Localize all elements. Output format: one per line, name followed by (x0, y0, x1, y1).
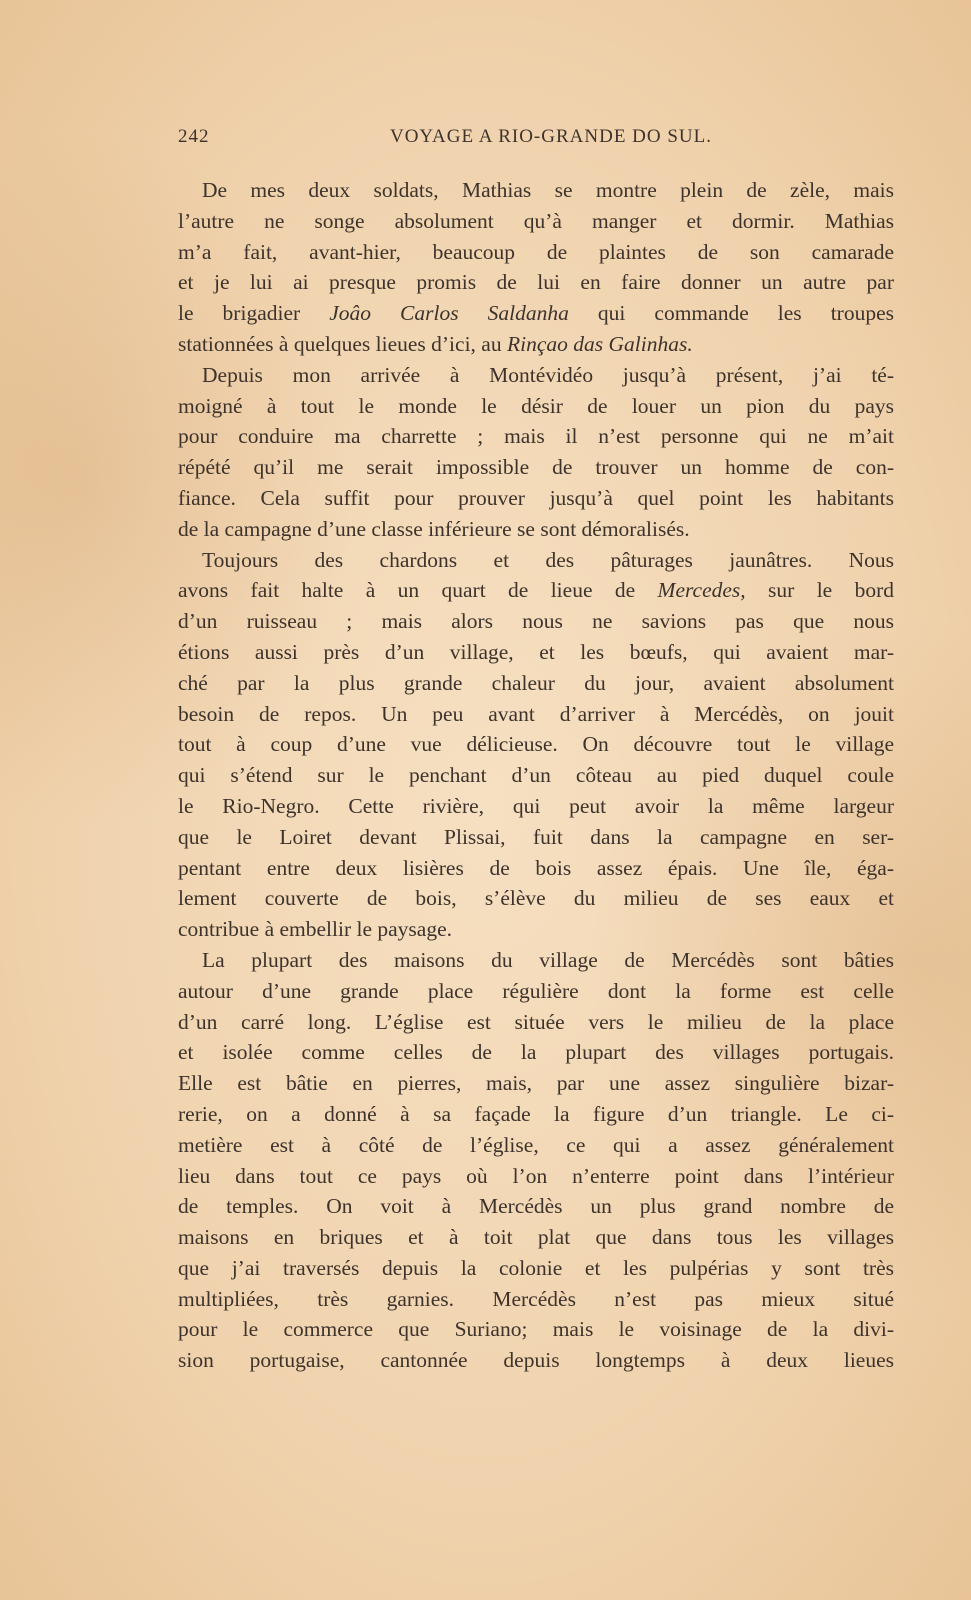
body-text (178, 175, 894, 1376)
text-line: d’un carré long. L’église est située vers le milieu de la place (178, 1009, 894, 1034)
italic-name: Rinçao das Galinhas. (506, 331, 693, 356)
text-line: La plupart des maisons du village de Mercédès sont bâties (202, 947, 894, 972)
text-line: l’autre ne songe absolument qu’à manger et dormir. Mathias (178, 208, 894, 233)
text-line: répété qu’il me serait impossible de trouver un homme de con- (178, 455, 894, 480)
text-line: de temples. On voit à Mercédès un plus grand nombre de (178, 1194, 894, 1219)
text-line: tout à coup d’une vue délicieuse. On découvre tout le village (178, 732, 894, 757)
text-line: m’a fait, avant-hier, beaucoup de plaintes de son camarade (178, 239, 894, 264)
text-line: pour le commerce que Suriano; mais le voisinage de la divi- (178, 1317, 894, 1342)
text-line: pentant entre deux lisières de bois assez épais. Une île, éga- (178, 855, 894, 880)
text-line: sion portugaise, cantonnée depuis longtemps à deux lieues (178, 1348, 894, 1373)
text-line: qui s’étend sur le penchant d’un côteau au pied duquel coule (178, 763, 894, 788)
running-head (178, 126, 894, 156)
text-line: multipliées, très garnies. Mercédès n’est pas mieux situé (178, 1286, 894, 1311)
text-segment: avons fait halte à un quart de lieue de (178, 578, 658, 603)
text-segment: le brigadier (178, 301, 330, 326)
page-number: 242 (178, 126, 210, 147)
text-line: autour d’une grande place régulière dont la forme est celle (178, 978, 894, 1003)
text-segment: sur le bord (745, 578, 894, 603)
text-line: ché par la plus grande chaleur du jour, avaient absolument (178, 670, 894, 695)
text-line: Depuis mon arrivée à Montévidéo jusqu’à présent, j’ai té- (202, 362, 894, 387)
italic-name: Mercedes, (657, 578, 746, 603)
text-line: besoin de repos. Un peu avant d’arriver à Mercédès, on jouit (178, 701, 894, 726)
text-line: lement couverte de bois, s’élève du milieu de ses eaux et (178, 886, 894, 911)
text-line: metière est à côté de l’église, ce qui a assez généralement (178, 1132, 894, 1157)
text-line: étions aussi près d’un village, et les bœufs, qui avaient mar- (178, 639, 894, 664)
italic-name: Joâo Carlos Saldanha (329, 301, 569, 326)
text-line: le Rio-Negro. Cette rivière, qui peut avoir la même largeur (178, 793, 894, 818)
text-line: d’un ruisseau ; mais alors nous ne savions pas que nous (178, 609, 894, 634)
text-line: de la campagne d’une classe inférieure se sont démoralisés. (178, 516, 690, 541)
text-line: lieu dans tout ce pays où l’on n’enterre point dans l’intérieur (178, 1163, 894, 1188)
text-line: maisons en briques et à toit plat que dans tous les villages (178, 1225, 894, 1250)
text-line: Elle est bâtie en pierres, mais, par une assez singulière bizar- (178, 1071, 894, 1096)
text-line: que j’ai traversés depuis la colonie et les pulpérias y sont très (178, 1255, 894, 1280)
text-line: contribue à embellir le paysage. (178, 917, 453, 942)
running-title: VOYAGE A RIO-GRANDE DO SUL. (389, 126, 713, 147)
text-line (178, 329, 894, 360)
text-line (178, 298, 894, 329)
text-line: que le Loiret devant Plissai, fuit dans la campagne en ser- (178, 824, 894, 849)
text-line (178, 575, 894, 606)
text-line: Toujours des chardons et des pâturages jaunâtres. Nous (202, 547, 894, 572)
text-line: et je lui ai presque promis de lui en faire donner un autre par (178, 270, 894, 295)
text-line: et isolée comme celles de la plupart des villages portugais. (178, 1040, 894, 1065)
text-line: pour conduire ma charrette ; mais il n’est personne qui ne m’ait (178, 424, 894, 449)
text-line: moigné à tout le monde le désir de louer un pion du pays (178, 393, 894, 418)
text-line: De mes deux soldats, Mathias se montre plein de zèle, mais (202, 178, 894, 202)
text-segment: stationnées à quelques lieues d’ici, au (178, 331, 507, 356)
text-line: rerie, on a donné à sa façade la figure d’un triangle. Le ci- (178, 1101, 894, 1126)
text-line: fiance. Cela suffit pour prouver jusqu’à quel point les habitants (178, 485, 894, 510)
text-segment: qui commande les troupes (568, 301, 894, 326)
